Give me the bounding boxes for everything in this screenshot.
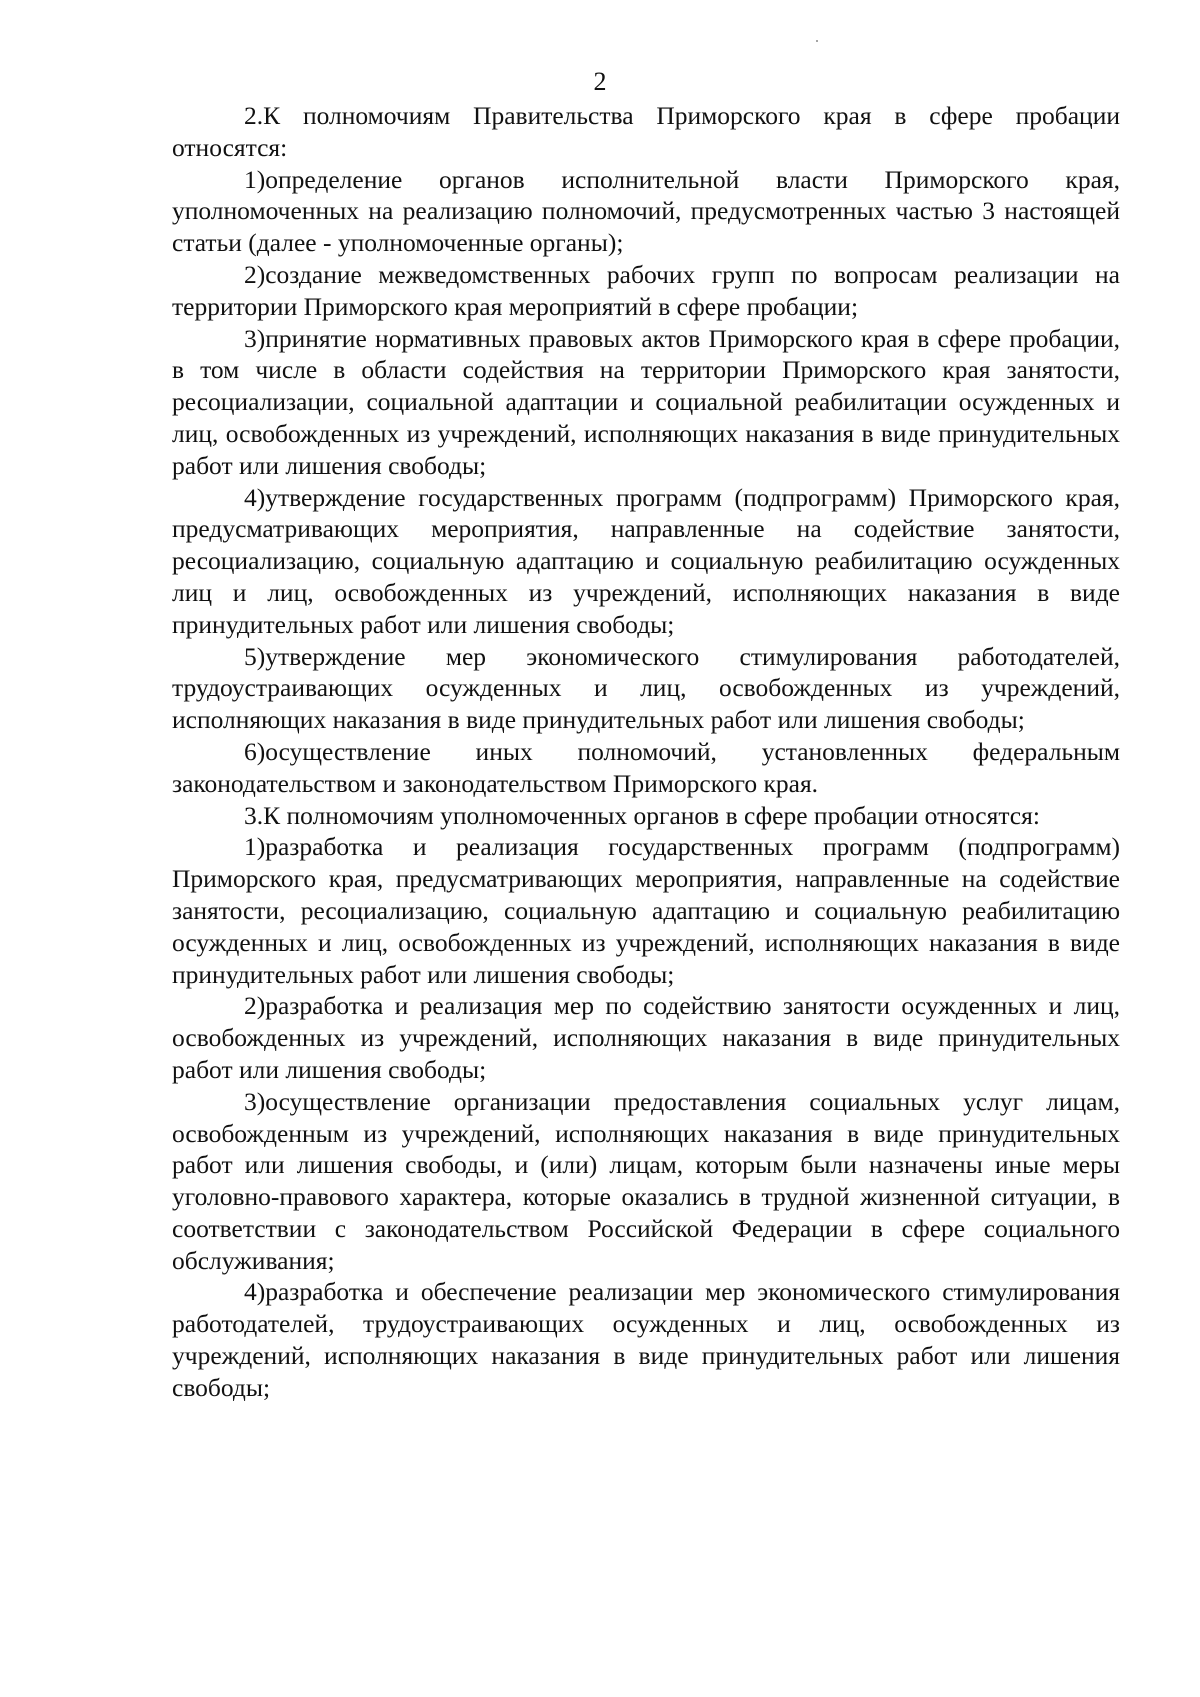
paragraph-section-3-intro: 3.К полномочиям уполномоченных органов в сфере пробации относятся:	[244, 800, 1040, 830]
paragraph-2-item-6: 6)осуществление иных полномочий, установленных федеральным законодательством и законодательством Приморского края.	[172, 736, 1120, 798]
paragraph-2-item-4: 4)утверждение государственных программ (подпрограмм) Приморского края, предусматривающих мероприятия, направленные на содействие занятости, ресоциализацию, социальную адаптацию и социальную реабилитацию осужденных лиц и лиц, освобожденных из учреждений, исполняющих наказания в виде принудительных работ или лишения свободы;	[172, 482, 1120, 639]
paragraph-2-item-5: 5)утверждение мер экономического стимулирования работодателей, трудоустраивающих осужденных и лиц, освобожденных из учреждений, исполняющих наказания в виде принудительных работ или лишения свободы;	[172, 641, 1120, 735]
paragraph-2-item-2: 2)создание межведомственных рабочих групп по вопросам реализации на территории Приморского края мероприятий в сфере пробации;	[172, 259, 1120, 321]
paragraph-2-item-1: 1)определение органов исполнительной власти Приморского края, уполномоченных на реализацию полномочий, предусмотренных частью 3 настоящей статьи (далее - уполномоченные органы);	[172, 164, 1120, 258]
document-body	[172, 100, 1120, 1404]
paragraph-section-2-intro: 2.К полномочиям Правительства Приморского края в сфере пробации относятся:	[172, 101, 1120, 162]
paragraph-3-item-4: 4)разработка и обеспечение реализации мер экономического стимулирования работодателей, трудоустраивающих осужденных и лиц, освобожденных из учреждений, исполняющих наказания в виде принудительных работ или лишения свободы;	[172, 1277, 1120, 1402]
paragraph-3-item-2: 2)разработка и реализация мер по содействию занятости осужденных и лиц, освобожденных из учреждений, исполняющих наказания в виде принудительных работ или лишения свободы;	[172, 991, 1120, 1084]
paragraph-3-item-1: 1)разработка и реализация государственных программ (подпрограмм) Приморского края, предусматривающих мероприятия, направленные на содействие занятости, ресоциализацию, социальную адаптацию и социальную реабилитацию осужденных и лиц, освобожденных из учреждений, исполняющих наказания в виде принудительных работ или лишения свободы;	[172, 832, 1120, 989]
scan-speck	[816, 40, 818, 42]
paragraph-2-item-3: 3)принятие нормативных правовых актов Приморского края в сфере пробации, в том числе в области содействия на территории Приморского края занятости, ресоциализации, социальной адаптации и социальной реабилитации осужденных и лиц, освобожденных из учреждений, исполняющих наказания в виде принудительных работ или лишения свободы;	[172, 323, 1120, 480]
page-number: 2	[593, 67, 607, 96]
paragraph-3-item-3: 3)осуществление организации предоставления социальных услуг лицам, освобожденным из учреждений, исполняющих наказания в виде принудительных работ или лишения свободы, и (или) лицам, которым были назначены иные меры уголовно-правового характера, которые оказались в трудной жизненной ситуации, в соответствии с законодательством Российской Федерации в сфере социального обслуживания;	[172, 1086, 1120, 1275]
